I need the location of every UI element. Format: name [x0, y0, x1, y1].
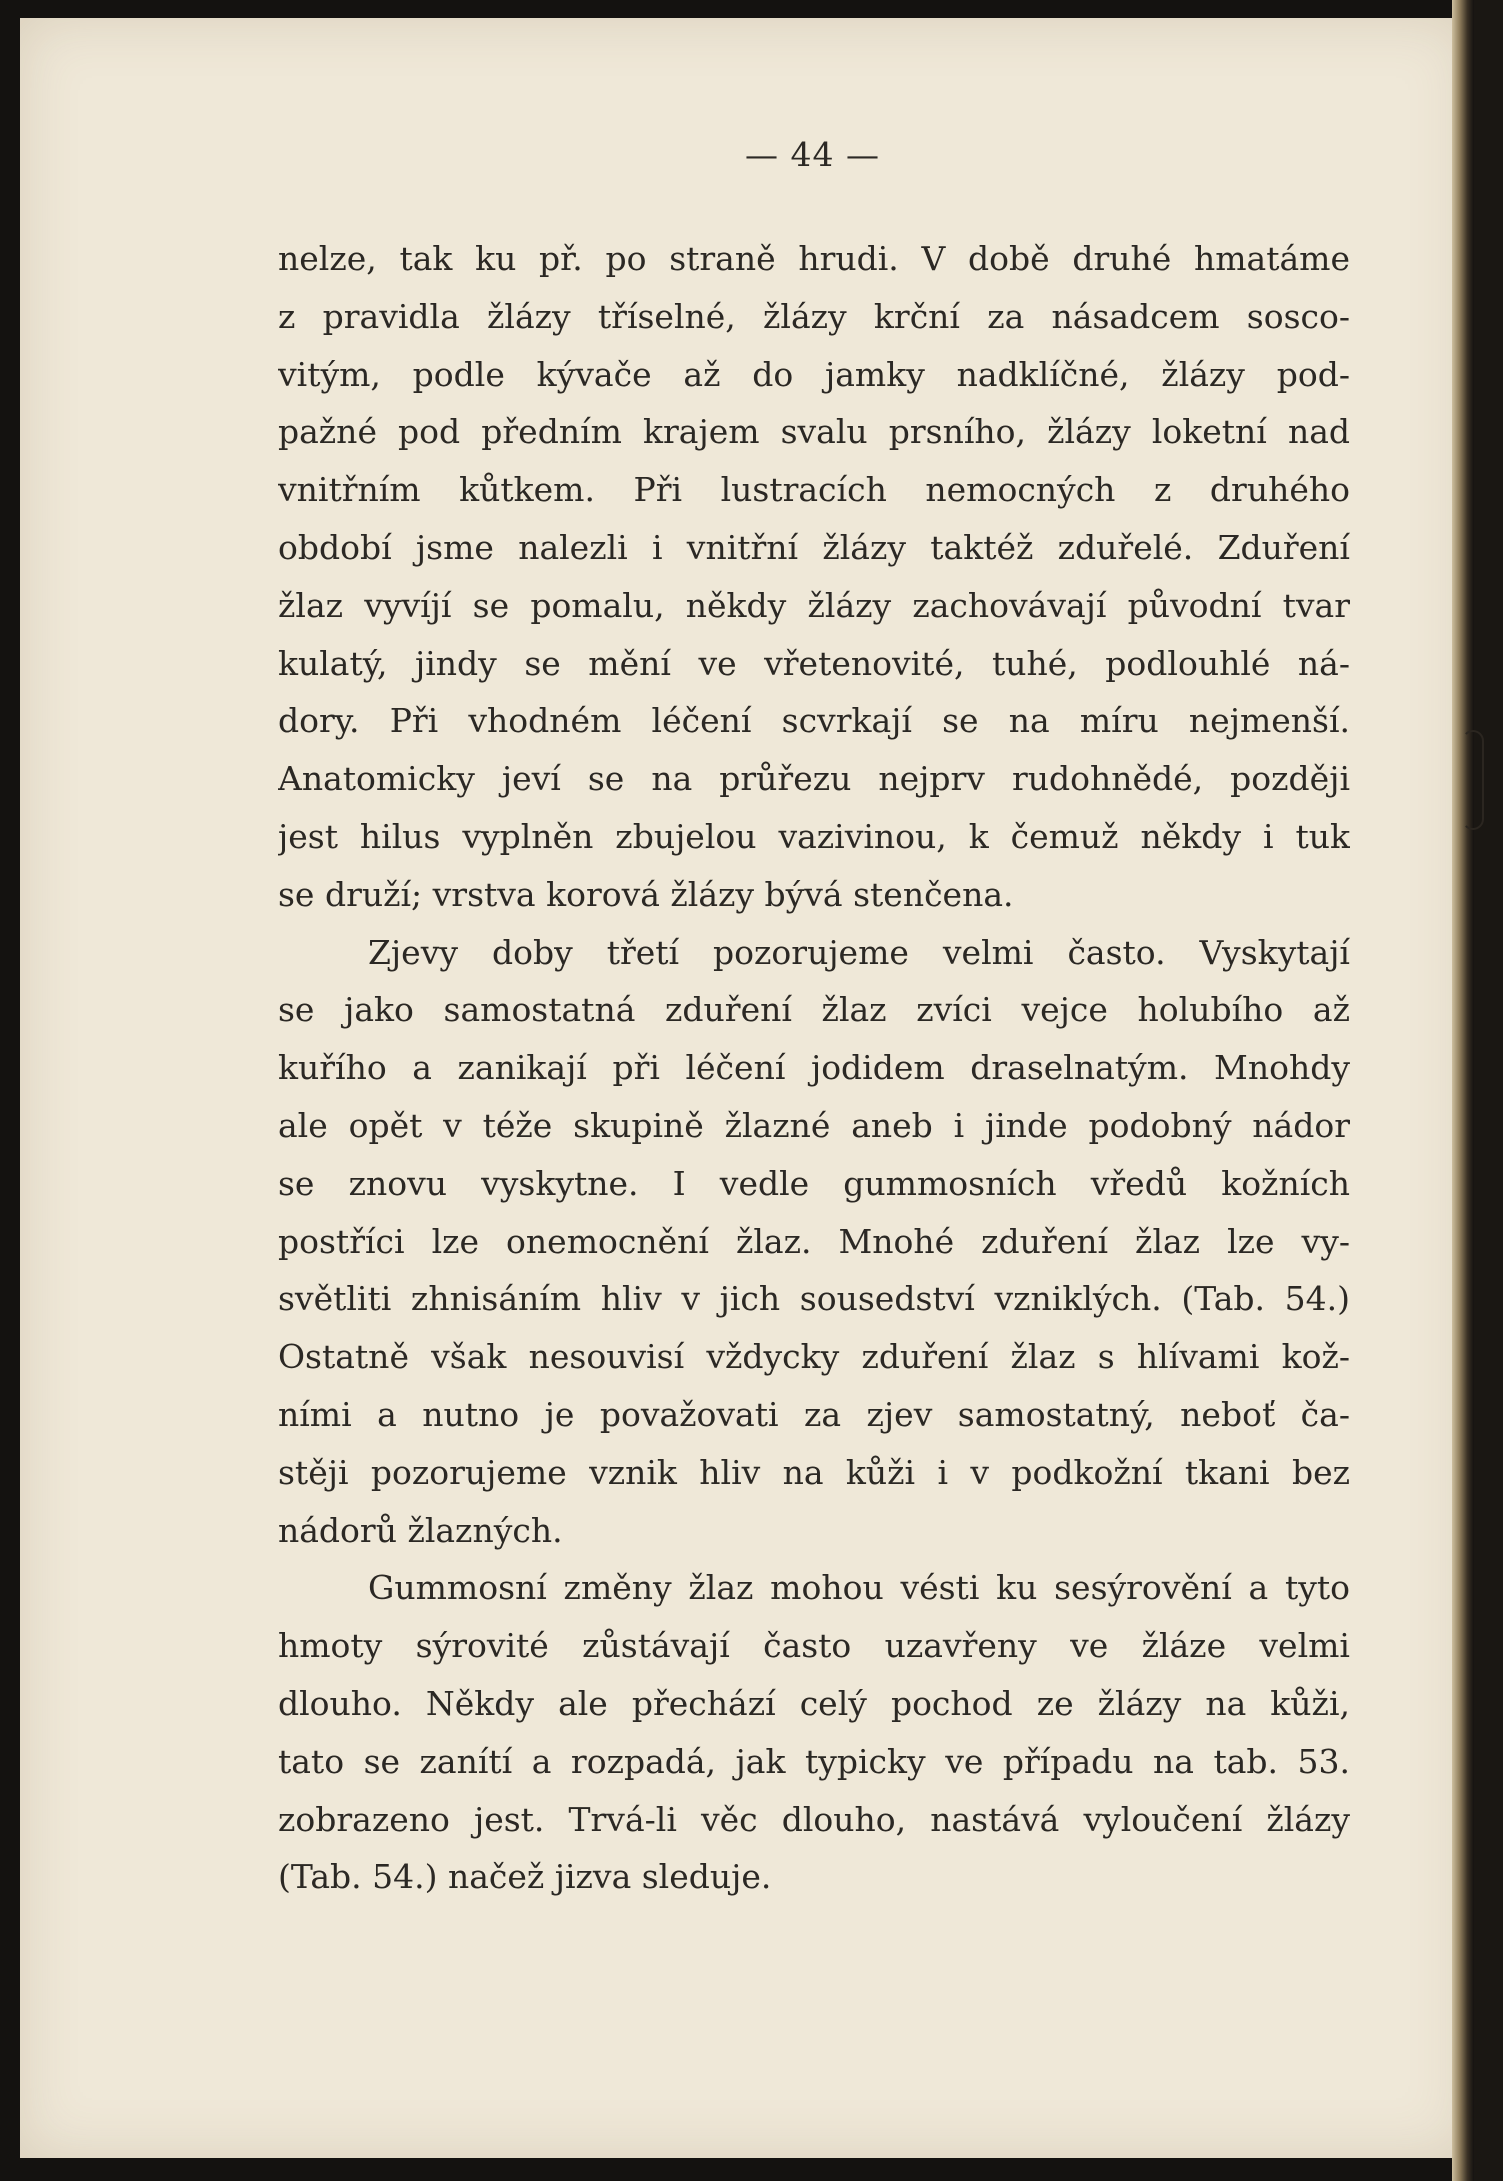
text-line: se jako samostatná zduření žlaz zvíci vejce holubího až — [278, 990, 1350, 1030]
text-line: pažné pod předním krajem svalu prsního, žlázy loketní nad — [278, 412, 1350, 452]
book-spine-edge — [1452, 0, 1474, 2181]
text-line: kuřího a zanikají při léčení jodidem draselnatým. Mnohdy — [278, 1048, 1350, 1088]
text-line: nádorů žlazných. — [278, 1510, 563, 1550]
paragraph-2 — [278, 924, 1350, 1560]
text-line: jest hilus vyplněn zbujelou vazivinou, k čemuž někdy i tuk — [278, 816, 1350, 856]
text-line: postříci lze onemocnění žlaz. Mnohé zduření žlaz lze vy- — [278, 1221, 1350, 1261]
text-line: ale opět v téže skupině žlazné aneb i jinde podobný nádor — [278, 1105, 1350, 1145]
scan-border-right — [1474, 0, 1503, 2181]
text-line: zobrazeno jest. Trvá-li věc dlouho, nastává vyloučení žlázy — [278, 1799, 1350, 1839]
paragraph-3 — [278, 1559, 1350, 1906]
text-line: žlaz vyvíjí se pomalu, někdy žlázy zachovávají původní tvar — [278, 585, 1350, 625]
text-line: Zjevy doby třetí pozorujeme velmi často. Vyskytají — [368, 932, 1350, 972]
text-line: se znovu vyskytne. I vedle gummosních vředů kožních — [278, 1163, 1350, 1203]
text-line: stěji pozorujeme vznik hliv na kůži i v podkožní tkani bez — [278, 1452, 1350, 1492]
text-line: nelze, tak ku př. po straně hrudi. V době druhé hmatáme — [278, 239, 1350, 278]
text-line: kulatý, jindy se mění ve vřetenovité, tuhé, podlouhlé ná- — [278, 643, 1350, 683]
text-line: dory. Při vhodném léčení scvrkají se na míru nejmenší. — [278, 701, 1350, 741]
body-text — [278, 230, 1350, 1906]
text-line: dlouho. Někdy ale přechází celý pochod ze žlázy na kůži, — [278, 1683, 1350, 1723]
text-line: (Tab. 54.) načež jizva sleduje. — [278, 1857, 772, 1897]
text-line: vitým, podle kývače až do jamky nadklíčné, žlázy pod- — [278, 354, 1350, 394]
text-line: ními a nutno je považovati za zjev samostatný, neboť ča- — [278, 1394, 1350, 1434]
text-line: tato se zanítí a rozpadá, jak typicky ve případu na tab. 53. — [278, 1741, 1350, 1781]
text-line: hmoty sýrovité zůstávají často uzavřeny ve žláze velmi — [278, 1626, 1350, 1666]
text-line: vnitřním kůtkem. Při lustracích nemocných z druhého — [278, 470, 1350, 510]
paragraph-1 — [278, 230, 1350, 924]
page-edge-mark — [1462, 730, 1484, 830]
text-line: Gummosní změny žlaz mohou vésti ku sesýrovění a tyto — [368, 1568, 1350, 1608]
text-line: období jsme nalezli i vnitřní žlázy taktéž zduřelé. Zduření — [278, 527, 1350, 567]
text-line: se druží; vrstva korová žlázy bývá stenčena. — [278, 874, 1014, 914]
text-line: Ostatně však nesouvisí vždycky zduření žlaz s hlívami kož- — [278, 1337, 1350, 1377]
text-line: Anatomicky jeví se na průřezu nejprv rudohnědé, později — [278, 759, 1350, 799]
page-number: — 44 — — [745, 135, 880, 174]
text-line: z pravidla žlázy tříselné, žlázy krční za násadcem sosco- — [278, 296, 1350, 336]
text-line: světliti zhnisáním hliv v jich sousedství vzniklých. (Tab. 54.) — [278, 1279, 1350, 1319]
